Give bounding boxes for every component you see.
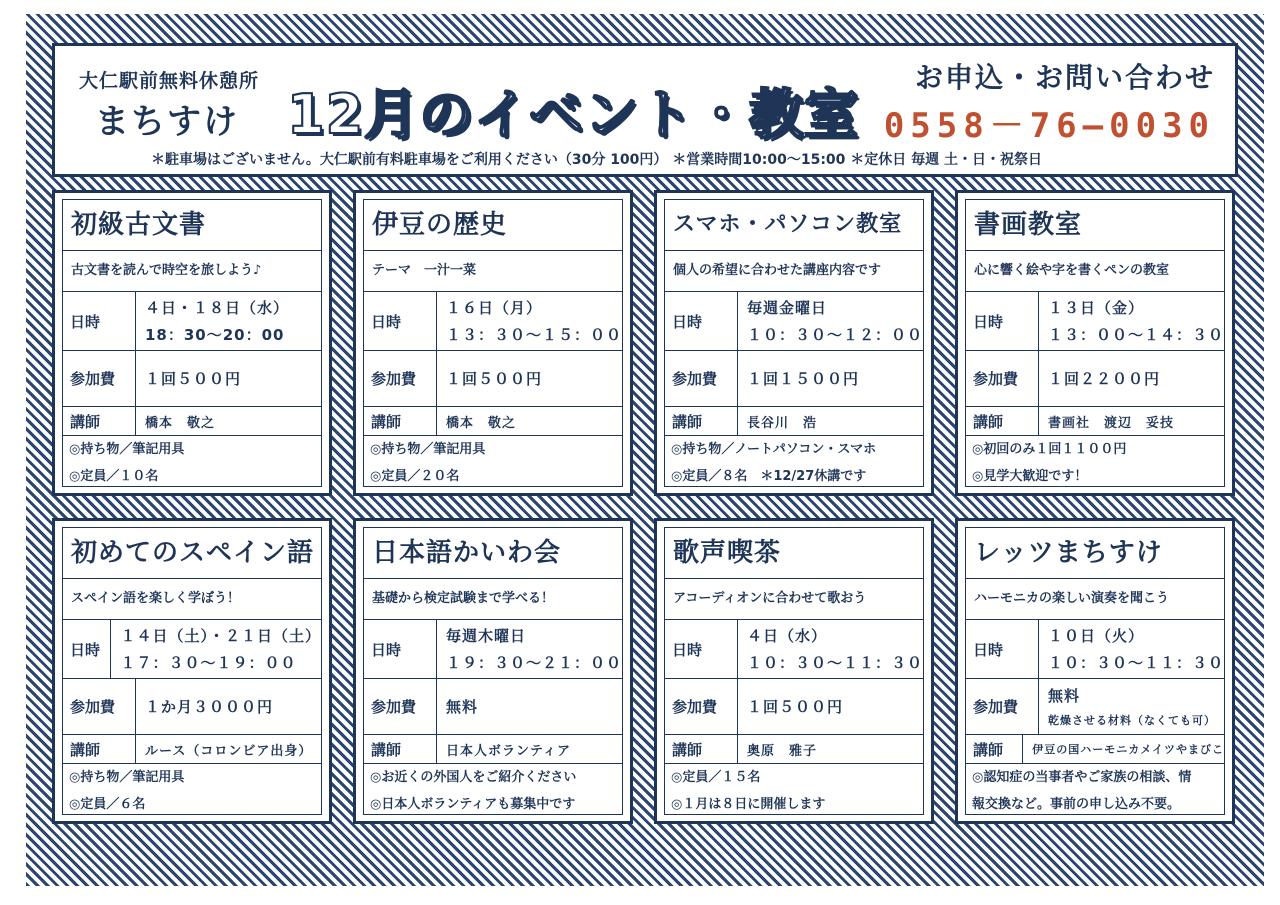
note-line-1: ◎初回のみ１回１１００円: [972, 442, 1127, 457]
venue-name: まちすけ: [95, 102, 239, 142]
event-title: 初級古文書: [63, 200, 321, 251]
contact-label: お申込・お問い合わせ: [914, 61, 1215, 94]
fee-value: [437, 351, 622, 406]
note-line-1: ◎持ち物／ノートパソコン・スマホ: [671, 442, 877, 457]
fee-label: 参加費: [364, 351, 437, 406]
event-description: 心に響く絵や字を書くペンの教室: [966, 251, 1224, 292]
fee-amount: 無料: [1048, 687, 1081, 705]
fee-row: [63, 679, 321, 735]
event-notes: [63, 764, 321, 818]
event-notes: [966, 764, 1224, 818]
date-label: 日時: [63, 292, 136, 350]
date-day: 毎週金曜日: [746, 299, 827, 317]
date-day: 毎週木曜日: [445, 627, 526, 645]
fee-label: 参加費: [63, 351, 136, 406]
note-line-2: ◎見学大歓迎です！: [972, 469, 1088, 484]
fee-amount: 無料: [446, 698, 479, 716]
date-row: [63, 620, 321, 679]
teacher-name: 橋本 敬之: [145, 415, 216, 431]
note-line-2: ◎定員／８名 ＊12/27休講です: [671, 469, 867, 484]
date-row: [364, 620, 622, 679]
fee-row: [364, 679, 622, 735]
teacher-label: 講師: [665, 735, 738, 763]
fee-row: [966, 351, 1224, 407]
date-value: [1039, 620, 1224, 678]
event-card: [955, 518, 1235, 824]
note-line-2: ◎１月は８日に開催します: [671, 797, 826, 812]
date-row: [665, 620, 923, 679]
date-label: 日時: [665, 292, 738, 350]
teacher-row: [966, 735, 1224, 764]
event-notes: [966, 436, 1224, 490]
event-card: [654, 190, 934, 496]
event-card: [52, 518, 332, 824]
fee-value: [136, 679, 321, 734]
fee-value: [136, 351, 321, 406]
date-day: １６日（月）: [445, 299, 542, 317]
date-value: [437, 620, 622, 678]
date-time: １９：３０～２１：００: [445, 654, 622, 672]
fee-amount: １回５００円: [145, 370, 242, 388]
event-notes: [665, 436, 923, 490]
teacher-name: 日本人ボランティア: [446, 743, 571, 759]
note-line-1: ◎持ち物／筆記用具: [370, 442, 486, 457]
fee-amount: １回５００円: [747, 698, 844, 716]
date-row: [63, 292, 321, 351]
event-title: レッツまちすけ: [966, 528, 1224, 579]
event-card: [654, 518, 934, 824]
teacher-label: 講師: [63, 407, 136, 435]
fee-row: [364, 351, 622, 407]
date-value: [437, 292, 622, 350]
fee-note: 乾燥させる材料（なくても可）: [1048, 714, 1216, 727]
teacher-name: 書画社 渡辺 妥技: [1048, 415, 1175, 431]
fee-label: 参加費: [966, 679, 1039, 734]
fee-row: [665, 679, 923, 735]
teacher-row: [364, 407, 622, 436]
fee-label: 参加費: [665, 351, 738, 406]
event-description: テーマ 一汁一菜: [364, 251, 622, 292]
event-description: ハーモニカの楽しい演奏を聞こう: [966, 579, 1224, 620]
teacher-row: [665, 407, 923, 436]
header-panel: [52, 43, 1238, 177]
event-card: [955, 190, 1235, 496]
teacher-name: 長谷川 浩: [747, 415, 818, 431]
fee-label: 参加費: [364, 679, 437, 734]
note-line-1: ◎持ち物／筆記用具: [69, 442, 185, 457]
event-title: 歌声喫茶: [665, 528, 923, 579]
teacher-row: [63, 407, 321, 436]
teacher-row: [665, 735, 923, 764]
teacher-label: 講師: [364, 407, 437, 435]
date-label: 日時: [966, 620, 1039, 678]
date-label: 日時: [364, 620, 437, 678]
event-notes: [665, 764, 923, 818]
teacher-label: 講師: [364, 735, 437, 763]
fee-value: [1039, 679, 1224, 734]
date-time: １３：００～１４：３０: [1047, 326, 1224, 344]
date-day: １０日（火）: [1047, 627, 1144, 645]
event-card: [52, 190, 332, 496]
fee-value: [437, 679, 622, 734]
note-line-2: ◎定員／１０名: [69, 469, 159, 484]
note-line-1: ◎定員／１５名: [671, 770, 761, 785]
teacher-row: [63, 735, 321, 764]
event-card: [353, 190, 633, 496]
note-line-1: ◎認知症の当事者やご家族の相談、情: [972, 770, 1192, 785]
fee-label: 参加費: [665, 679, 738, 734]
note-line-2: ◎定員／６名: [69, 797, 146, 812]
event-title: 書画教室: [966, 200, 1224, 251]
date-day: ４日・１８日（水）: [145, 299, 290, 317]
event-notes: [364, 436, 622, 490]
fee-row: [63, 351, 321, 407]
fee-value: [738, 679, 923, 734]
date-time: １０：３０～１１：３０: [1047, 654, 1224, 672]
date-time: 18：30～20：00: [145, 326, 285, 344]
fee-value: [1039, 351, 1224, 406]
date-label: 日時: [63, 620, 111, 678]
teacher-label: 講師: [63, 735, 136, 763]
date-label: 日時: [665, 620, 738, 678]
teacher-label: 講師: [966, 735, 1023, 763]
teacher-row: [364, 735, 622, 764]
note-line-2: ◎日本人ボランティアも募集中です: [370, 797, 576, 812]
date-day: １４日（土）・２１日（土）: [120, 627, 321, 645]
event-notes: [364, 764, 622, 818]
teacher-name: 奥原 雅子: [747, 743, 818, 759]
date-row: [966, 292, 1224, 351]
fee-label: 参加費: [63, 679, 136, 734]
date-day: ４日（水）: [746, 627, 827, 645]
fee-value: [738, 351, 923, 406]
date-time: １３：３０～１５：００: [445, 326, 622, 344]
note-line-1: ◎持ち物／筆記用具: [69, 770, 185, 785]
phone-number: 0558－76―0030: [883, 106, 1215, 146]
note-line-2: 報交換など。事前の申し込み不要。: [972, 797, 1181, 812]
date-day: １３日（金）: [1047, 299, 1144, 317]
fee-amount: １回２２００円: [1048, 370, 1161, 388]
page-title: 12月のイベント・教室: [287, 83, 860, 146]
date-value: [738, 620, 923, 678]
teacher-label: 講師: [966, 407, 1039, 435]
date-time: １０：３０～１１：３０: [746, 654, 923, 672]
fee-amount: １回１５００円: [747, 370, 860, 388]
teacher-row: [966, 407, 1224, 436]
note-line-1: ◎お近くの外国人をご紹介ください: [370, 770, 577, 785]
event-description: アコーディオンに合わせて歌おう: [665, 579, 923, 620]
fee-amount: １回５００円: [446, 370, 543, 388]
event-notes: [63, 436, 321, 490]
date-row: [665, 292, 923, 351]
note-line-2: ◎定員／２０名: [370, 469, 460, 484]
date-row: [966, 620, 1224, 679]
date-value: [1039, 292, 1224, 350]
event-title: 伊豆の歴史: [364, 200, 622, 251]
date-value: [136, 292, 321, 350]
date-time: １７：３０～１９：００: [120, 654, 297, 672]
teacher-label: 講師: [665, 407, 738, 435]
date-label: 日時: [966, 292, 1039, 350]
event-description: 基礎から検定試験まで学べる！: [364, 579, 622, 620]
fee-amount: １か月３０００円: [145, 698, 274, 716]
event-card: [353, 518, 633, 824]
teacher-name: 橋本 敬之: [446, 415, 517, 431]
event-description: 個人の希望に合わせた講座内容です: [665, 251, 923, 292]
event-title: 初めてのスペイン語: [63, 528, 321, 579]
event-title: スマホ・パソコン教室: [665, 200, 923, 251]
fee-label: 参加費: [966, 351, 1039, 406]
event-description: スペイン語を楽しく学ぼう！: [63, 579, 321, 620]
event-title: 日本語かいわ会: [364, 528, 622, 579]
teacher-name: ルース（コロンビア出身）: [145, 743, 313, 759]
notice-text: ＊駐車場はございません。大仁駅前有料駐車場をご利用ください（30分 100円） ＊営業時間10:00～15:00 ＊定休日 毎週 土・日・祝祭日: [151, 152, 1043, 168]
date-label: 日時: [364, 292, 437, 350]
date-value: [111, 620, 321, 678]
date-row: [364, 292, 622, 351]
date-value: [738, 292, 923, 350]
venue-subtitle: 大仁駅前無料休憩所: [79, 70, 260, 92]
fee-row: [665, 351, 923, 407]
event-description: 古文書を読んで時空を旅しよう♪: [63, 251, 321, 292]
fee-row: [966, 679, 1224, 735]
date-time: １０：３０～１２：００: [746, 326, 923, 344]
teacher-name: 伊豆の国ハーモニカメイツやまびこ: [1032, 743, 1224, 756]
